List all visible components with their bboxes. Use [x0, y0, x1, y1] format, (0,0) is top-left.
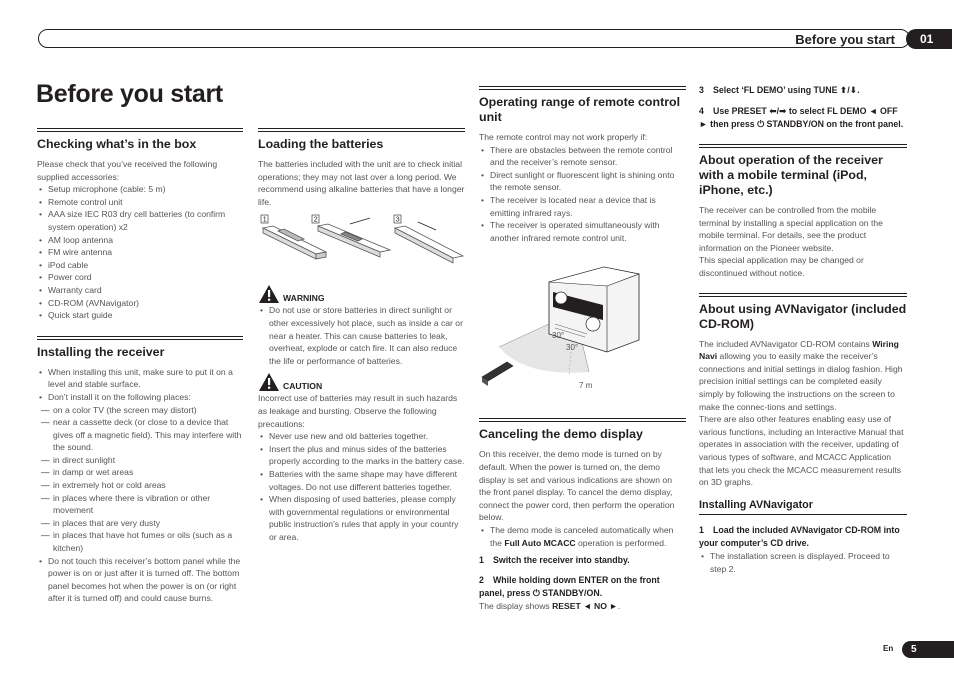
footer-page-number: 5 — [902, 641, 954, 658]
list-item: — in places that have hot fumes or oils (such as a kitchen) — [41, 529, 243, 554]
note-key: RESET ◄ NO ► — [552, 601, 618, 612]
box-heading: Checking what’s in the box — [37, 128, 243, 152]
install-heading: Installing the receiver — [37, 336, 243, 360]
step-number: 3 — [699, 85, 704, 95]
demo-bullet-key: Full Auto MCACC — [504, 537, 576, 548]
step-text: Use PRESET ⬅/➡ to select FL DEMO ◄ OFF ► then press ⏻ STANDBY/ON on the front panel. — [699, 106, 904, 129]
install-list — [37, 366, 243, 404]
avnav-heading: About using AVNavigator (included CD-ROM) — [699, 293, 907, 332]
list-item: • Batteries with the same shape may have different voltages. Do not use different batteries together. — [258, 468, 465, 493]
demo-heading: Canceling the demo display — [479, 418, 686, 442]
list-item: • The receiver is operated simultaneously with another infrared remote control unit. — [479, 219, 686, 244]
caution-intro: Incorrect use of batteries may result in such hazards as leakage and bursting. Observe the following precautions: — [258, 393, 458, 429]
list-item: — near a cassette deck (or close to a device that gives off a magnetic field). This may interfere with the sound. — [41, 416, 243, 454]
install-list-2 — [37, 555, 243, 605]
step-number: 2 — [479, 575, 484, 586]
list-item: — in places that are very dusty — [41, 517, 243, 530]
column-1 — [37, 128, 243, 605]
chapter-tab: 01 — [906, 29, 952, 49]
footer-language: En — [883, 644, 894, 653]
demo-step-2 — [479, 574, 686, 600]
box-intro: Please check that you’ve received the following supplied accessories: — [37, 159, 218, 182]
warning-list — [258, 304, 465, 367]
distance-label: 7 m — [579, 381, 593, 391]
list-item: • Remote control unit — [37, 196, 243, 209]
caution-heading — [258, 372, 465, 392]
list-item: • Warranty card — [37, 284, 243, 297]
angle-bottom-label: 30° — [566, 343, 579, 353]
step-number: 1 — [479, 555, 484, 566]
avnav-p2: There are also other features enabling easy use of various functions, including an Interactive Manual that operates in association with the receiver, updating of various types of software, and MCACC Application that lets you check the MCACC measurement results on 3D graphs. — [699, 414, 904, 488]
figure-label: 3 — [395, 216, 400, 224]
page-title: Before you start — [36, 80, 223, 108]
list-item: • Quick start guide — [37, 309, 243, 322]
header-bar — [38, 29, 910, 48]
note-text-end: . — [617, 601, 621, 612]
list-item: • The installation screen is displayed. Proceed to step 2. — [699, 550, 907, 575]
warning-icon — [258, 284, 280, 304]
mobile-p2: This special application may be changed or discontinued without notice. — [699, 255, 864, 278]
step-text: Switch the receiver into standby. — [493, 555, 630, 566]
caution-icon — [258, 372, 280, 392]
caution-list — [258, 430, 465, 543]
list-item: — in extremely hot or cold areas — [41, 479, 243, 492]
battery-figure — [258, 214, 465, 276]
list-item: • There are obstacles between the remote control and the receiver’s remote sensor. — [479, 144, 686, 169]
list-item: • iPod cable — [37, 259, 243, 272]
avnav-text-end: allowing you to easily make the receiver’s connections and initial settings in dialog fashion. High precision initial settings can be completed easily simply by following the instructions on the screen to make the connec-tions and settings. — [699, 351, 903, 412]
step-text: Select ‘FL DEMO’ using TUNE ⬆/⬇. — [713, 85, 860, 95]
mobile-heading: About operation of the receiver with a mobile terminal (iPod, iPhone, etc.) — [699, 144, 907, 198]
list-item: • Never use new and old batteries together. — [258, 430, 465, 443]
list-item: • When disposing of used batteries, please comply with governmental regulations or environmental public instruction’s rules that apply in your country or area. — [258, 493, 465, 543]
caution-label: CAUTION — [283, 380, 323, 391]
avnav-install-heading: Installing AVNavigator — [699, 499, 907, 516]
step-number: 1 — [699, 525, 704, 536]
warning-heading — [258, 284, 465, 304]
remote-control-icon — [482, 362, 513, 386]
avnav-p1 — [699, 338, 907, 414]
list-item — [479, 524, 686, 549]
figure-label: 1 — [262, 216, 267, 224]
list-item: — in places where there is vibration or other movement — [41, 492, 243, 517]
angle-top-label: 30° — [552, 331, 565, 341]
list-item: • AM loop antenna — [37, 234, 243, 247]
list-item: • AAA size IEC R03 dry cell batteries (to confirm system operation) x2 — [37, 208, 243, 233]
list-item: • Insert the plus and minus sides of the batteries properly according to the marks in the battery case. — [258, 443, 465, 468]
install-places — [37, 404, 243, 555]
list-item: — on a color TV (the screen may distort) — [41, 404, 243, 417]
list-item: • The receiver is located near a device that is emitting infrared rays. — [479, 194, 686, 219]
demo-bullet-text-end: operation is performed. — [575, 537, 667, 548]
list-item: — in damp or wet areas — [41, 466, 243, 479]
remote-list — [479, 144, 686, 245]
avnav-key: Wiring Navi — [699, 338, 899, 362]
batteries-intro: The batteries included with the unit are to check initial operations; they may not last over a long period. We recommend using alkaline batteries that have a longer life. — [258, 159, 465, 207]
list-item: • Do not touch this receiver’s bottom panel while the power is on or just after it is turned off. The bottom panel becomes hot when the power is on (or right after it is turned off) and could cause burns. — [37, 555, 243, 605]
batteries-heading: Loading the batteries — [258, 128, 465, 152]
step-text: Load the included AVNavigator CD-ROM into your computer’s CD drive. — [699, 525, 900, 549]
list-item: • Direct sunlight or fluorescent light is shining onto the remote sensor. — [479, 169, 686, 194]
column-3 — [479, 86, 686, 613]
demo-step-1 — [479, 554, 686, 567]
remote-heading: Operating range of remote control unit — [479, 86, 686, 125]
remote-intro: The remote control may not work properly if: — [479, 132, 648, 142]
header-section-title: Before you start — [795, 32, 895, 47]
demo-list — [479, 524, 686, 549]
column-4 — [699, 84, 907, 575]
avnav-step-1-notes — [699, 550, 907, 575]
avnav-text: The included AVNavigator CD-ROM contains — [699, 338, 873, 349]
mobile-p1: The receiver can be controlled from the mobile terminal by installing a special application on the mobile terminal. For details, see the product information on the Pioneer website. — [699, 205, 883, 253]
remote-back-icon — [263, 226, 326, 254]
figure-label: 2 — [313, 216, 318, 224]
list-item: • Don’t install it on the following places: — [37, 391, 243, 404]
warning-label: WARNING — [283, 292, 325, 303]
remote-range-diagram — [479, 252, 686, 402]
list-item: • FM wire antenna — [37, 246, 243, 259]
demo-step-4 — [699, 105, 907, 131]
avnav-step-1 — [699, 524, 907, 550]
column-2 — [258, 128, 465, 543]
list-item: — in direct sunlight — [41, 454, 243, 467]
demo-step-2-note — [479, 600, 686, 613]
list-item: • Power cord — [37, 271, 243, 284]
note-text: The display shows — [479, 601, 553, 612]
box-list — [37, 183, 243, 322]
list-item: • When installing this unit, make sure to put it on a level and stable surface. — [37, 366, 243, 391]
demo-bullet-text: The demo mode is canceled automatically when the — [490, 524, 674, 548]
list-item: • Do not use or store batteries in direct sunlight or other excessively hot place, such as inside a car or near a heater. This can cause batteries to leak, overheat, explode or catch fire. It can also reduce the life or performance of batteries. — [258, 304, 465, 367]
step-text: While holding down ENTER on the front panel, press ⏻ STANDBY/ON. — [479, 575, 660, 599]
demo-intro: On this receiver, the demo mode is turned on by default. When the power is turned on, the demo display is set and various indications are shown on the front panel display. To cancel the demo display, connect the power cord, then perform the operation below. — [479, 449, 675, 523]
list-item: • Setup microphone (cable: 5 m) — [37, 183, 243, 196]
step-number: 4 — [699, 106, 704, 116]
demo-step-3 — [699, 84, 907, 97]
list-item: • CD-ROM (AVNavigator) — [37, 297, 243, 310]
